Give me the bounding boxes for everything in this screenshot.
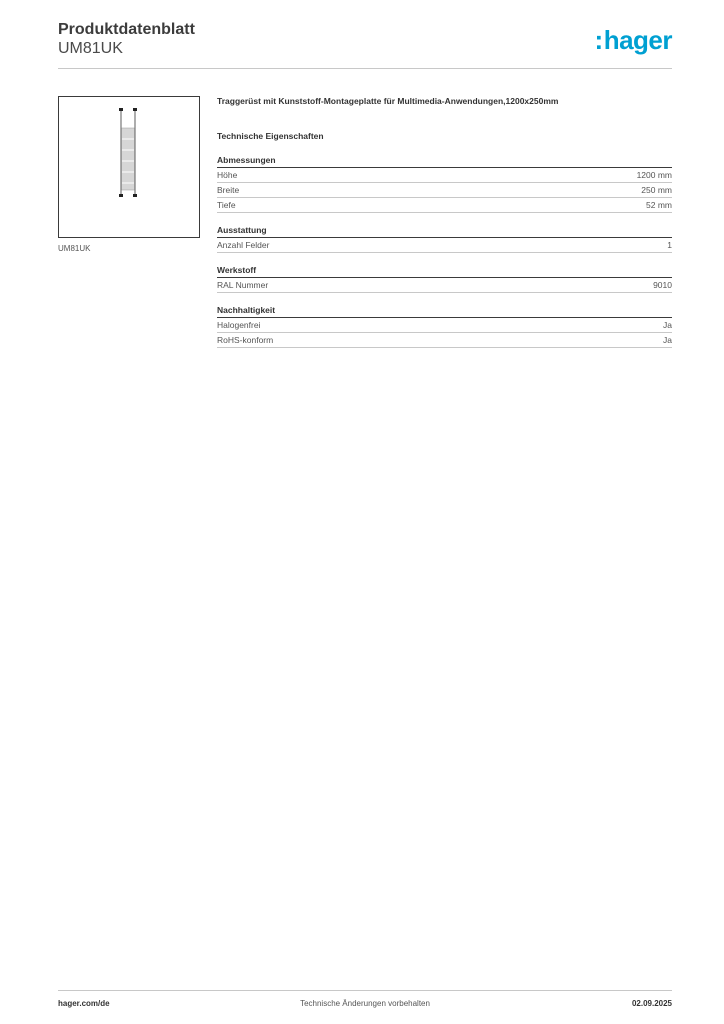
product-image [58,96,200,238]
section-nachhaltigkeit [217,305,672,348]
footer-website-link[interactable]: hager.com/de [58,999,110,1008]
section-abmessungen [217,155,672,213]
page-title: Produktdatenblatt [58,21,195,38]
spec-value: 1 [667,240,672,250]
technical-properties-heading: Technische Eigenschaften [217,131,324,141]
spec-label: Anzahl Felder [217,240,270,250]
section-ausstattung [217,225,672,253]
spec-label: RAL Nummer [217,280,269,290]
product-drawing [59,97,199,237]
section-title: Werkstoff [217,265,672,278]
hager-logo: :hager [594,25,672,55]
logo-text: hager [603,25,672,55]
spec-value: 52 mm [646,200,672,210]
spec-label: Breite [217,185,240,195]
spec-value: 1200 mm [636,170,672,180]
footer-date: 02.09.2025 [631,999,672,1008]
image-caption: UM81UK [58,244,91,253]
page-subtitle: UM81UK [58,40,123,57]
spec-row [217,168,672,183]
spec-value: Ja [663,320,672,330]
footer-note: Technische Änderungen vorbehalten [300,999,430,1008]
product-details [217,96,672,348]
section-title: Ausstattung [217,225,672,238]
spec-label: Höhe [217,170,238,180]
spec-row [217,198,672,213]
product-description: Traggerüst mit Kunststoff-Montageplatte für Multimedia-Anwendungen,1200x250mm [217,96,559,106]
spec-row [217,238,672,253]
spec-row [217,333,672,348]
section-title: Abmessungen [217,155,672,168]
section-werkstoff [217,265,672,293]
spec-label: RoHS-konform [217,335,274,345]
footer-divider [58,990,672,991]
spec-row [217,278,672,293]
spec-label: Halogenfrei [217,320,261,330]
page-header [58,20,672,58]
spec-value: Ja [663,335,672,345]
section-title: Nachhaltigkeit [217,305,672,318]
header-divider [58,68,672,69]
spec-row [217,318,672,333]
spec-value: 250 mm [641,185,672,195]
spec-row [217,183,672,198]
spec-value: 9010 [653,280,672,290]
spec-label: Tiefe [217,200,236,210]
